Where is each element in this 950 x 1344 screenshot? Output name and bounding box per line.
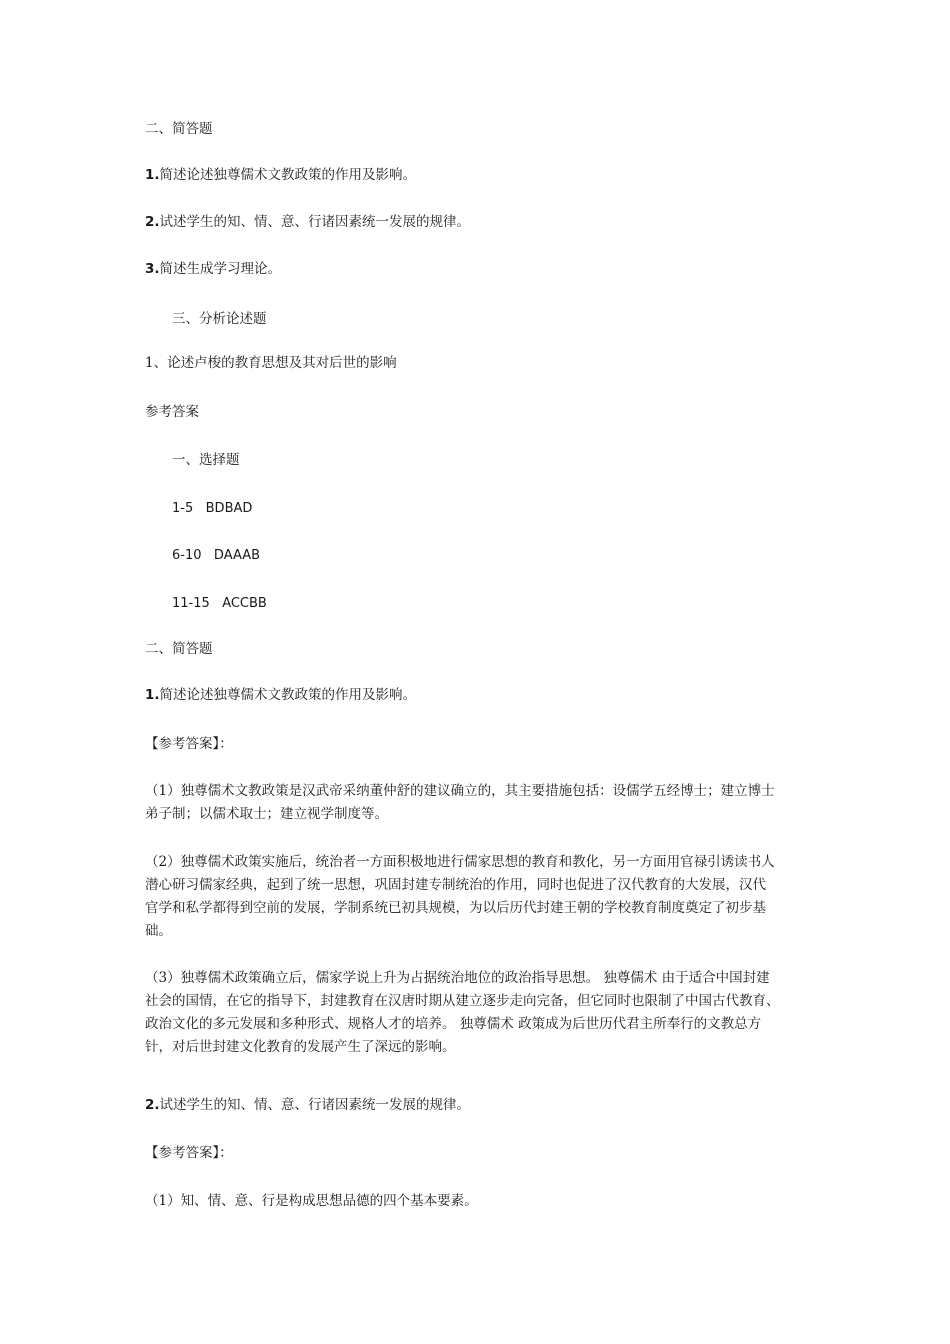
paragraph-line: 弟子制；以儒术取士；建立视学制度等。 [145, 806, 388, 822]
question-number: 2. [145, 214, 160, 230]
answer-2-question [145, 1099, 470, 1113]
paragraph-line: 政治文化的多元发展和多种形式、规格人才的培养。 独尊儒术 政策成为后世历代君主所奉行的文教总方 [145, 1016, 762, 1032]
choice-range: 11-15 [172, 596, 210, 611]
question-number: 2. [145, 1097, 160, 1113]
choice-letters: ACCBB [222, 596, 267, 611]
question-text: 试述学生的知、情、意、行诸因素统一发展的规律。 [159, 1097, 471, 1113]
choice-letters: DAAAB [213, 548, 261, 563]
answers-heading: 参考答案 [145, 404, 199, 420]
paragraph-line: （2）独尊儒术政策实施后，统治者一方面积极地进行儒家思想的教育和教化，另一方面用官禄引诱读书人 [145, 854, 775, 870]
choice-range: 6-10 [172, 548, 202, 563]
section-heading-short-answer-answers: 二、简答题 [145, 641, 213, 657]
question-2 [145, 216, 470, 230]
question-3 [145, 263, 281, 277]
paragraph-line: （1）独尊儒术文教政策是汉武帝采纳董仲舒的建议确立的，其主要措施包括：设儒学五经博士；建立博士 [145, 783, 775, 799]
choice-range: 1-5 [172, 501, 194, 516]
choice-answer-row [172, 502, 252, 515]
question-text: 简述论述独尊儒术文教政策的作用及影响。 [159, 167, 417, 183]
choice-letters: BDBAD [205, 501, 253, 516]
answer-paragraph [145, 780, 810, 826]
paragraph-line: 针，对后世封建文化教育的发展产生了深远的影响。 [145, 1039, 456, 1055]
question-text: 简述生成学习理论。 [159, 261, 282, 277]
paragraph-line: 官学和私学都得到空前的发展，学制系统已初具规模，为以后历代封建王朝的学校教育制度奠定了初步基 [145, 900, 766, 916]
question-number: 1. [145, 687, 160, 703]
choice-answer-row [172, 549, 260, 562]
answer-paragraph: （1）知、情、意、行是构成思想品德的四个基本要素。 [145, 1193, 478, 1209]
section-heading-essay: 三、分析论述题 [172, 311, 267, 327]
section-heading-short-answer: 二、简答题 [145, 121, 213, 137]
paragraph-line: （3）独尊儒术政策确立后，儒家学说上升为占据统治地位的政治指导思想。 独尊儒术 由于适合中国封建 [145, 970, 770, 986]
question-1 [145, 169, 416, 183]
question-number: 1. [145, 167, 160, 183]
answer-paragraph [145, 851, 810, 943]
paragraph-line: 社会的国情，在它的指导下，封建教育在汉唐时期从建立逐步走向完备，但它同时也限制了中国古代教育、 [145, 993, 780, 1009]
reference-answer-label: 【参考答案】： [145, 1145, 233, 1161]
essay-question-1: 1、论述卢梭的教育思想及其对后世的影响 [145, 355, 397, 371]
paragraph-line: 础。 [145, 923, 172, 939]
paragraph-line: 潜心研习儒家经典，起到了统一思想，巩固封建专制统治的作用，同时也促进了汉代教育的大发展，汉代 [145, 877, 766, 893]
answer-1-question [145, 689, 416, 703]
question-text: 简述论述独尊儒术文教政策的作用及影响。 [159, 687, 417, 703]
answer-paragraph [145, 967, 810, 1059]
question-text: 试述学生的知、情、意、行诸因素统一发展的规律。 [159, 214, 471, 230]
choice-answer-row [172, 597, 267, 610]
reference-answer-label: 【参考答案】： [145, 736, 233, 752]
section-heading-choice: 一、选择题 [172, 452, 240, 468]
question-number: 3. [145, 261, 160, 277]
